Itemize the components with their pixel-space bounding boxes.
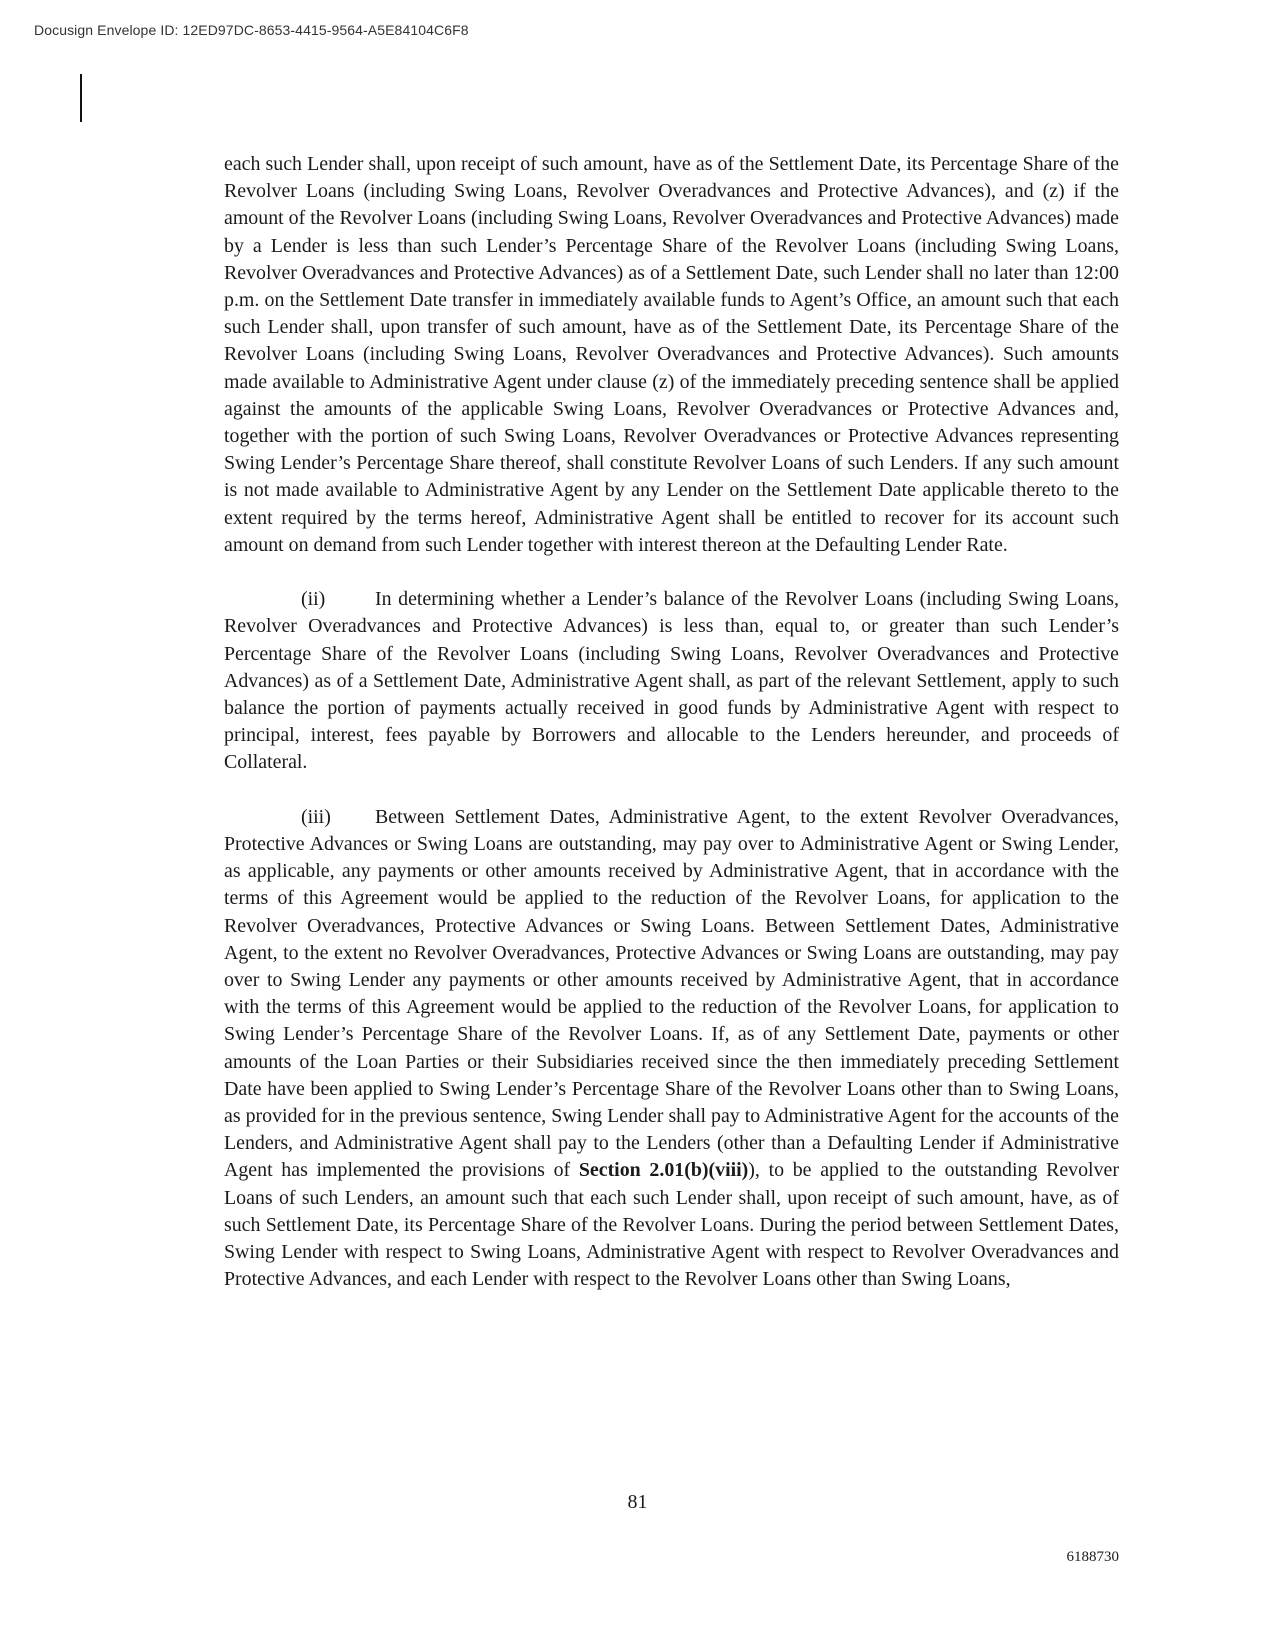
envelope-id: Docusign Envelope ID: 12ED97DC-8653-4415-9564-A5E84104C6F8 [34, 22, 469, 38]
paragraph-ii-text: In determining whether a Lender’s balance of the Revolver Loans (including Swing Loans, Revolver Overadvances and Protective Advances) is less than, equal to, or greater than such Lender’s Percentage Share of the Revolver Loans (including Swing Loans, Revolver Overadvances and Protective Advances) as of a Settlement Date, Administrative Agent shall, as part of the relevant Settlement, apply to such balance the portion of payments actually received in good funds by Administrative Agent with respect to principal, interest, fees payable by Borrowers and allocable to the Lenders hereunder, and proceeds of Collateral. [224, 588, 1119, 774]
paragraph-iii [224, 804, 1119, 1294]
document-body [224, 151, 1119, 1321]
paragraph-iii-text-b: ), to be applied to the outstanding Revolver Loans of such Lenders, an amount such that each such Lender shall, upon receipt of such amount, have, as of such Settlement Date, its Percentage Share of the Revolver Loans. During the period between Settlement Dates, Swing Lender with respect to Swing Loans, Administrative Agent with respect to Revolver Overadvances and Protective Advances, and each Lender with respect to the Revolver Loans other than Swing Loans, [224, 1159, 1119, 1291]
paragraph-ii [224, 586, 1119, 776]
page-number: 81 [627, 1491, 648, 1513]
paragraph-number-iii: (iii) [301, 805, 331, 828]
paragraph-iii-text-a: Between Settlement Dates, Administrative Agent, to the extent Revolver Overadvances, Protective Advances or Swing Loans are outstanding, may pay over to Administrative Agent or Swing Lender, as applicable, any payments or other amounts received by Administrative Agent, that in accordance with the terms of this Agreement would be applied to the reduction of the Revolver Loans, for application to the Revolver Overadvances, Protective Advances or Swing Loans. Between Settlement Dates, Administrative Agent, to the extent no Revolver Overadvances, Protective Advances or Swing Loans are outstanding, may pay over to Swing Lender any payments or other amounts received by Administrative Agent, that in accordance with the terms of this Agreement would be applied to the reduction of the Revolver Loans, for application to Swing Lender’s Percentage Share of the Revolver Loans. If, as of any Settlement Date, payments or other amounts of the Loan Parties or their Subsidiaries received since the then immediately preceding Settlement Date have been applied to Swing Lender’s Percentage Share of the Revolver Loans other than to Swing Loans, as provided for in the previous sentence, Swing Lender shall pay to Administrative Agent for the accounts of the Lenders, and Administrative Agent shall pay to the Lenders (other than a Defaulting Lender if Administrative Agent has implemented the provisions of [224, 805, 1119, 1182]
section-reference: Section 2.01(b)(viii) [578, 1159, 749, 1182]
paragraph-number-ii: (ii) [301, 588, 326, 611]
revision-bar [80, 74, 82, 122]
paragraph-continued: each such Lender shall, upon receipt of such amount, have as of the Settlement Date, its Percentage Share of the Revolver Loans (including Swing Loans, Revolver Overadvances and Protective Advances), and (z) if the amount of the Revolver Loans (including Swing Loans, Revolver Overadvances and Protective Advances) made by a Lender is less than such Lender’s Percentage Share of the Revolver Loans (including Swing Loans, Revolver Overadvances and Protective Advances) as of a Settlement Date, such Lender shall no later than 12:00 p.m. on the Settlement Date transfer in immediately available funds to Agent’s Office, an amount such that each such Lender shall, upon transfer of such amount, have as of the Settlement Date, its Percentage Share of the Revolver Loans (including Swing Loans, Revolver Overadvances and Protective Advances). Such amounts made available to Administrative Agent under clause (z) of the immediately preceding sentence shall be applied against the amounts of the applicable Swing Loans, Revolver Overadvances or Protective Advances and, together with the portion of such Swing Loans, Revolver Overadvances or Protective Advances representing Swing Lender’s Percentage Share thereof, shall constitute Revolver Loans of such Lenders. If any such amount is not made available to Administrative Agent by any Lender on the Settlement Date applicable thereto to the extent required by the terms hereof, Administrative Agent shall be entitled to recover for its account such amount on demand from such Lender together with interest thereon at the Defaulting Lender Rate. [224, 153, 1119, 556]
document-number: 6188730 [1066, 1549, 1119, 1565]
